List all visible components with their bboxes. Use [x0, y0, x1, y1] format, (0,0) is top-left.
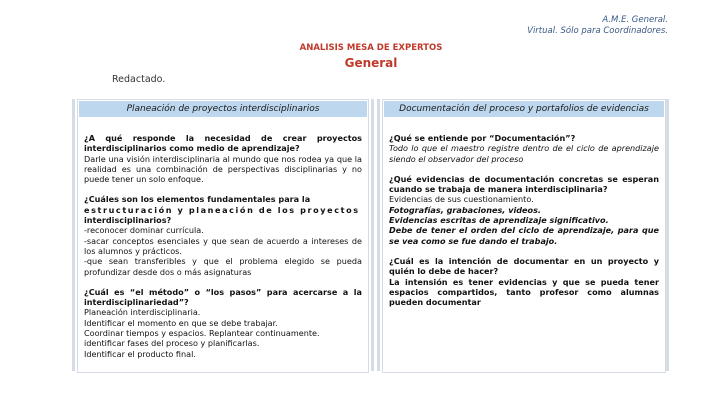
qa-block-1 — [84, 133, 362, 184]
panel-planning-heading: Planeación de proyectos interdisciplinarios — [79, 101, 367, 117]
answer-3-item-2: Identificar el momento en que se debe trabajar. — [84, 317, 278, 328]
answer-3-item-3: Coordinar tiempos y espacios. Replantear continuamente. — [84, 328, 320, 339]
doc-question-1: ¿Qué se entiende por “Documentación”? — [389, 133, 576, 143]
question-3: ¿Cuál es “el método” o “los pasos” para acercarse a la interdisciplinariedad”? — [84, 286, 362, 308]
corner-note — [527, 15, 668, 37]
doc-question-2: ¿Qué evidencias de documentación concretas se esperan cuando se trabaja de manera interdisciplinaria? — [389, 173, 659, 195]
question-1: ¿A qué responde la necesidad de crear proyectos interdisciplinarios como medio de aprendizaje? — [84, 133, 362, 154]
center-divider-bar-1 — [371, 99, 374, 371]
doc-question-3: ¿Cuál es la intención de documentar en un proyecto y quién lo debe de hacer? — [389, 255, 659, 277]
answer-2-item-1: -reconocer dominar currícula. — [84, 225, 204, 236]
right-panel-side-bar — [666, 99, 669, 371]
question-2-line-2: estructuración y planeación de los proyectos — [84, 204, 360, 215]
answer-3-item-4: identificar fases del proceso y planificarlas. — [84, 338, 260, 349]
doc-answer-2-item-4: Debe de tener el orden del ciclo de aprendizaje, para que se vea como se fue dando el trabajo. — [389, 225, 659, 246]
answer-3-item-5: Identificar el producto final. — [84, 348, 196, 359]
doc-answer-1: Todo lo que el maestro registre dentro de el ciclo de aprendizaje siendo el observador del proceso — [389, 143, 659, 164]
doc-qa-block-3 — [389, 256, 659, 307]
doc-answer-2-item-3: Evidencias escritas de aprendizaje significativo. — [389, 215, 609, 226]
qa-block-2 — [84, 194, 362, 276]
qa-block-3 — [84, 287, 362, 359]
left-panel-side-bar — [72, 99, 75, 371]
doc-answer-2-item-1: Evidencias de sus cuestionamiento. — [389, 194, 534, 205]
corner-note-line-1: A.M.E. General. — [602, 15, 668, 25]
panel-documentation-heading: Documentación del proceso y portafolios de evidencias — [384, 101, 664, 117]
doc-qa-block-1 — [389, 133, 659, 164]
panel-documentation — [382, 99, 666, 373]
answer-1: Darle una visión interdisciplinaria al mundo que nos rodea ya que la realidad es una combinación de perspectivas disciplinarias y no puede tener un solo enfoque. — [84, 153, 362, 185]
document-title: ANALISIS MESA DE EXPERTOS — [299, 43, 443, 53]
question-2-line-3: interdisciplinarios? — [84, 215, 172, 226]
status-label: Redactado. — [112, 74, 166, 85]
doc-answer-2-item-2: Fotografías, grabaciones, videos. — [389, 204, 541, 215]
panel-documentation-body — [389, 133, 659, 317]
corner-note-line-2: Virtual. Sólo para Coordinadores. — [527, 26, 668, 36]
document-subtitle: General — [344, 56, 398, 70]
center-divider-bar-2 — [377, 99, 380, 371]
panel-planning — [77, 99, 369, 373]
answer-3-item-1: Planeación interdisciplinaria. — [84, 307, 201, 318]
answer-2-item-3: -que sean transferibles y que el problema elegido se pueda profundizar desde dos o más asignaturas — [84, 256, 362, 277]
answer-2-item-2: -sacar conceptos esenciales y que sean de acuerdo a intereses de los alumnos y prácticos. — [84, 235, 362, 256]
doc-qa-block-2 — [389, 174, 659, 246]
panel-planning-body — [84, 133, 362, 369]
doc-answer-3: La intensión es tener evidencias y que se pueda tener espacios compartidos, tanto profesor como alumnas pueden documentar — [389, 276, 659, 308]
question-2-line-1: ¿Cuáles son los elementos fundamentales para la — [84, 194, 311, 205]
